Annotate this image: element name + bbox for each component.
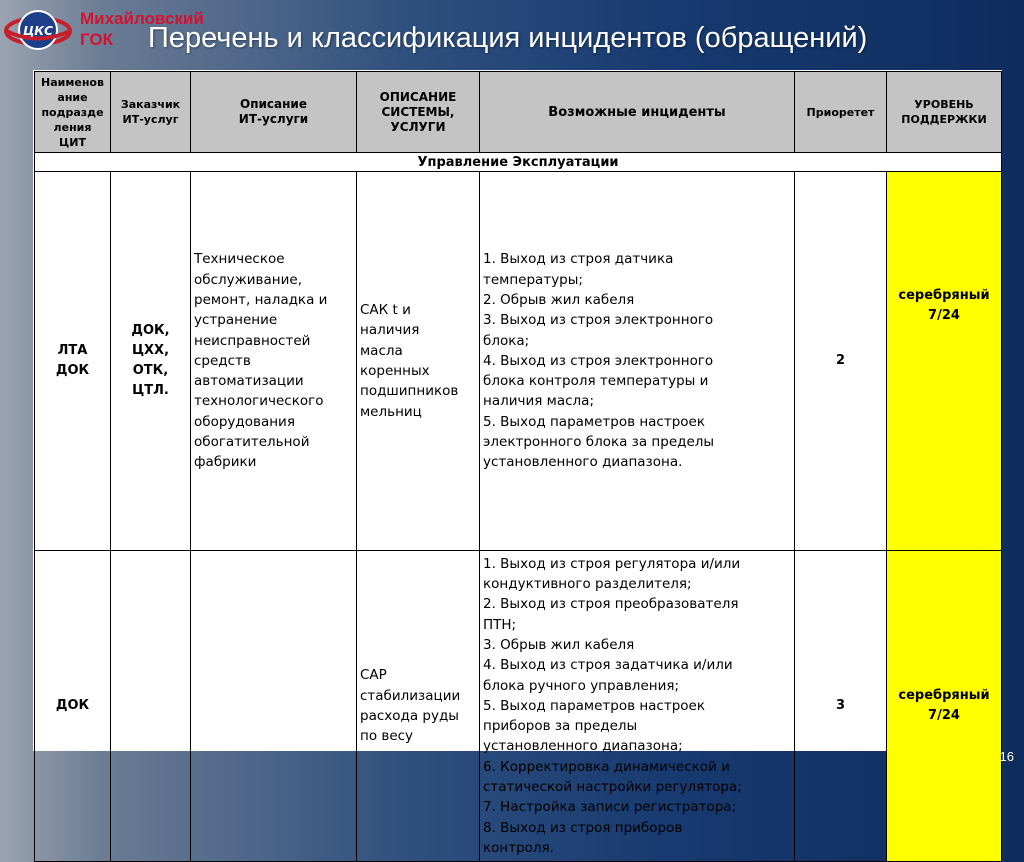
cell-it-service	[191, 551, 357, 862]
cell-division: ЛТА ДОК	[35, 172, 111, 551]
cell-support-level: серебряный 7/24	[887, 551, 1002, 862]
header-system: ОПИСАНИЕ СИСТЕМЫ, УСЛУГИ	[357, 72, 480, 153]
company-name: Михайловский ГОК	[80, 9, 204, 49]
header-incidents: Возможные инциденты	[480, 72, 795, 153]
table-row	[35, 551, 1002, 862]
cell-priority: 3	[795, 551, 887, 862]
header-division: Наименов ание подразде ления ЦИТ	[35, 72, 111, 153]
page-number: 16	[999, 749, 1014, 764]
table-header-row	[35, 72, 1002, 153]
cell-incidents: 1. Выход из строя регулятора и/или кондуктивного разделителя; 2. Выход из строя преобразователя ПТН; 3. Обрыв жил кабеля 4. Выход из строя задатчика и/или блока ручного управления; 5. Выход параметров настроек приборов за пределы установленного диапазона; 6. Корректировка динамической и статической настройки регулятора; 7. Настройка записи регистратора; 8. Выход из строя приборов контроля.	[480, 551, 795, 862]
header-it-service: Описание ИТ-услуги	[191, 72, 357, 153]
cell-it-service: Техническое обслуживание, ремонт, наладка и устранение неисправностей средств автоматизации технологического оборудования обогатительной фабрики	[191, 172, 357, 551]
header-customer: Заказчик ИТ-услуг	[111, 72, 191, 153]
table-row	[35, 172, 1002, 551]
cell-incidents: 1. Выход из строя датчика температуры; 2. Обрыв жил кабеля 3. Выход из строя электронного блока; 4. Выход из строя электронного блока контроля температуры и наличия масла; 5. Выход параметров настроек электронного блока за пределы установленного диапазона.	[480, 172, 795, 551]
svg-text:ЦКС: ЦКС	[23, 24, 53, 38]
section-row	[35, 153, 1002, 172]
company-logo	[4, 4, 72, 56]
cell-system: САК t и наличия масла коренных подшипников мельниц	[357, 172, 480, 551]
cell-customer	[111, 551, 191, 862]
cell-priority: 2	[795, 172, 887, 551]
page-title: Перечень и классификация инцидентов (обращений)	[148, 22, 868, 54]
incident-table	[34, 71, 1002, 862]
header-support: УРОВЕНЬ ПОДДЕРЖКИ	[887, 72, 1002, 153]
cell-support-level: серебряный 7/24	[887, 172, 1002, 551]
header-priority: Приоретет	[795, 72, 887, 153]
cell-system: САР стабилизации расхода руды по весу	[357, 551, 480, 862]
section-title: Управление Эксплуатации	[35, 153, 1002, 172]
cell-division: ДОК	[35, 551, 111, 862]
cell-customer: ДОК, ЦХХ, ОТК, ЦТЛ.	[111, 172, 191, 551]
